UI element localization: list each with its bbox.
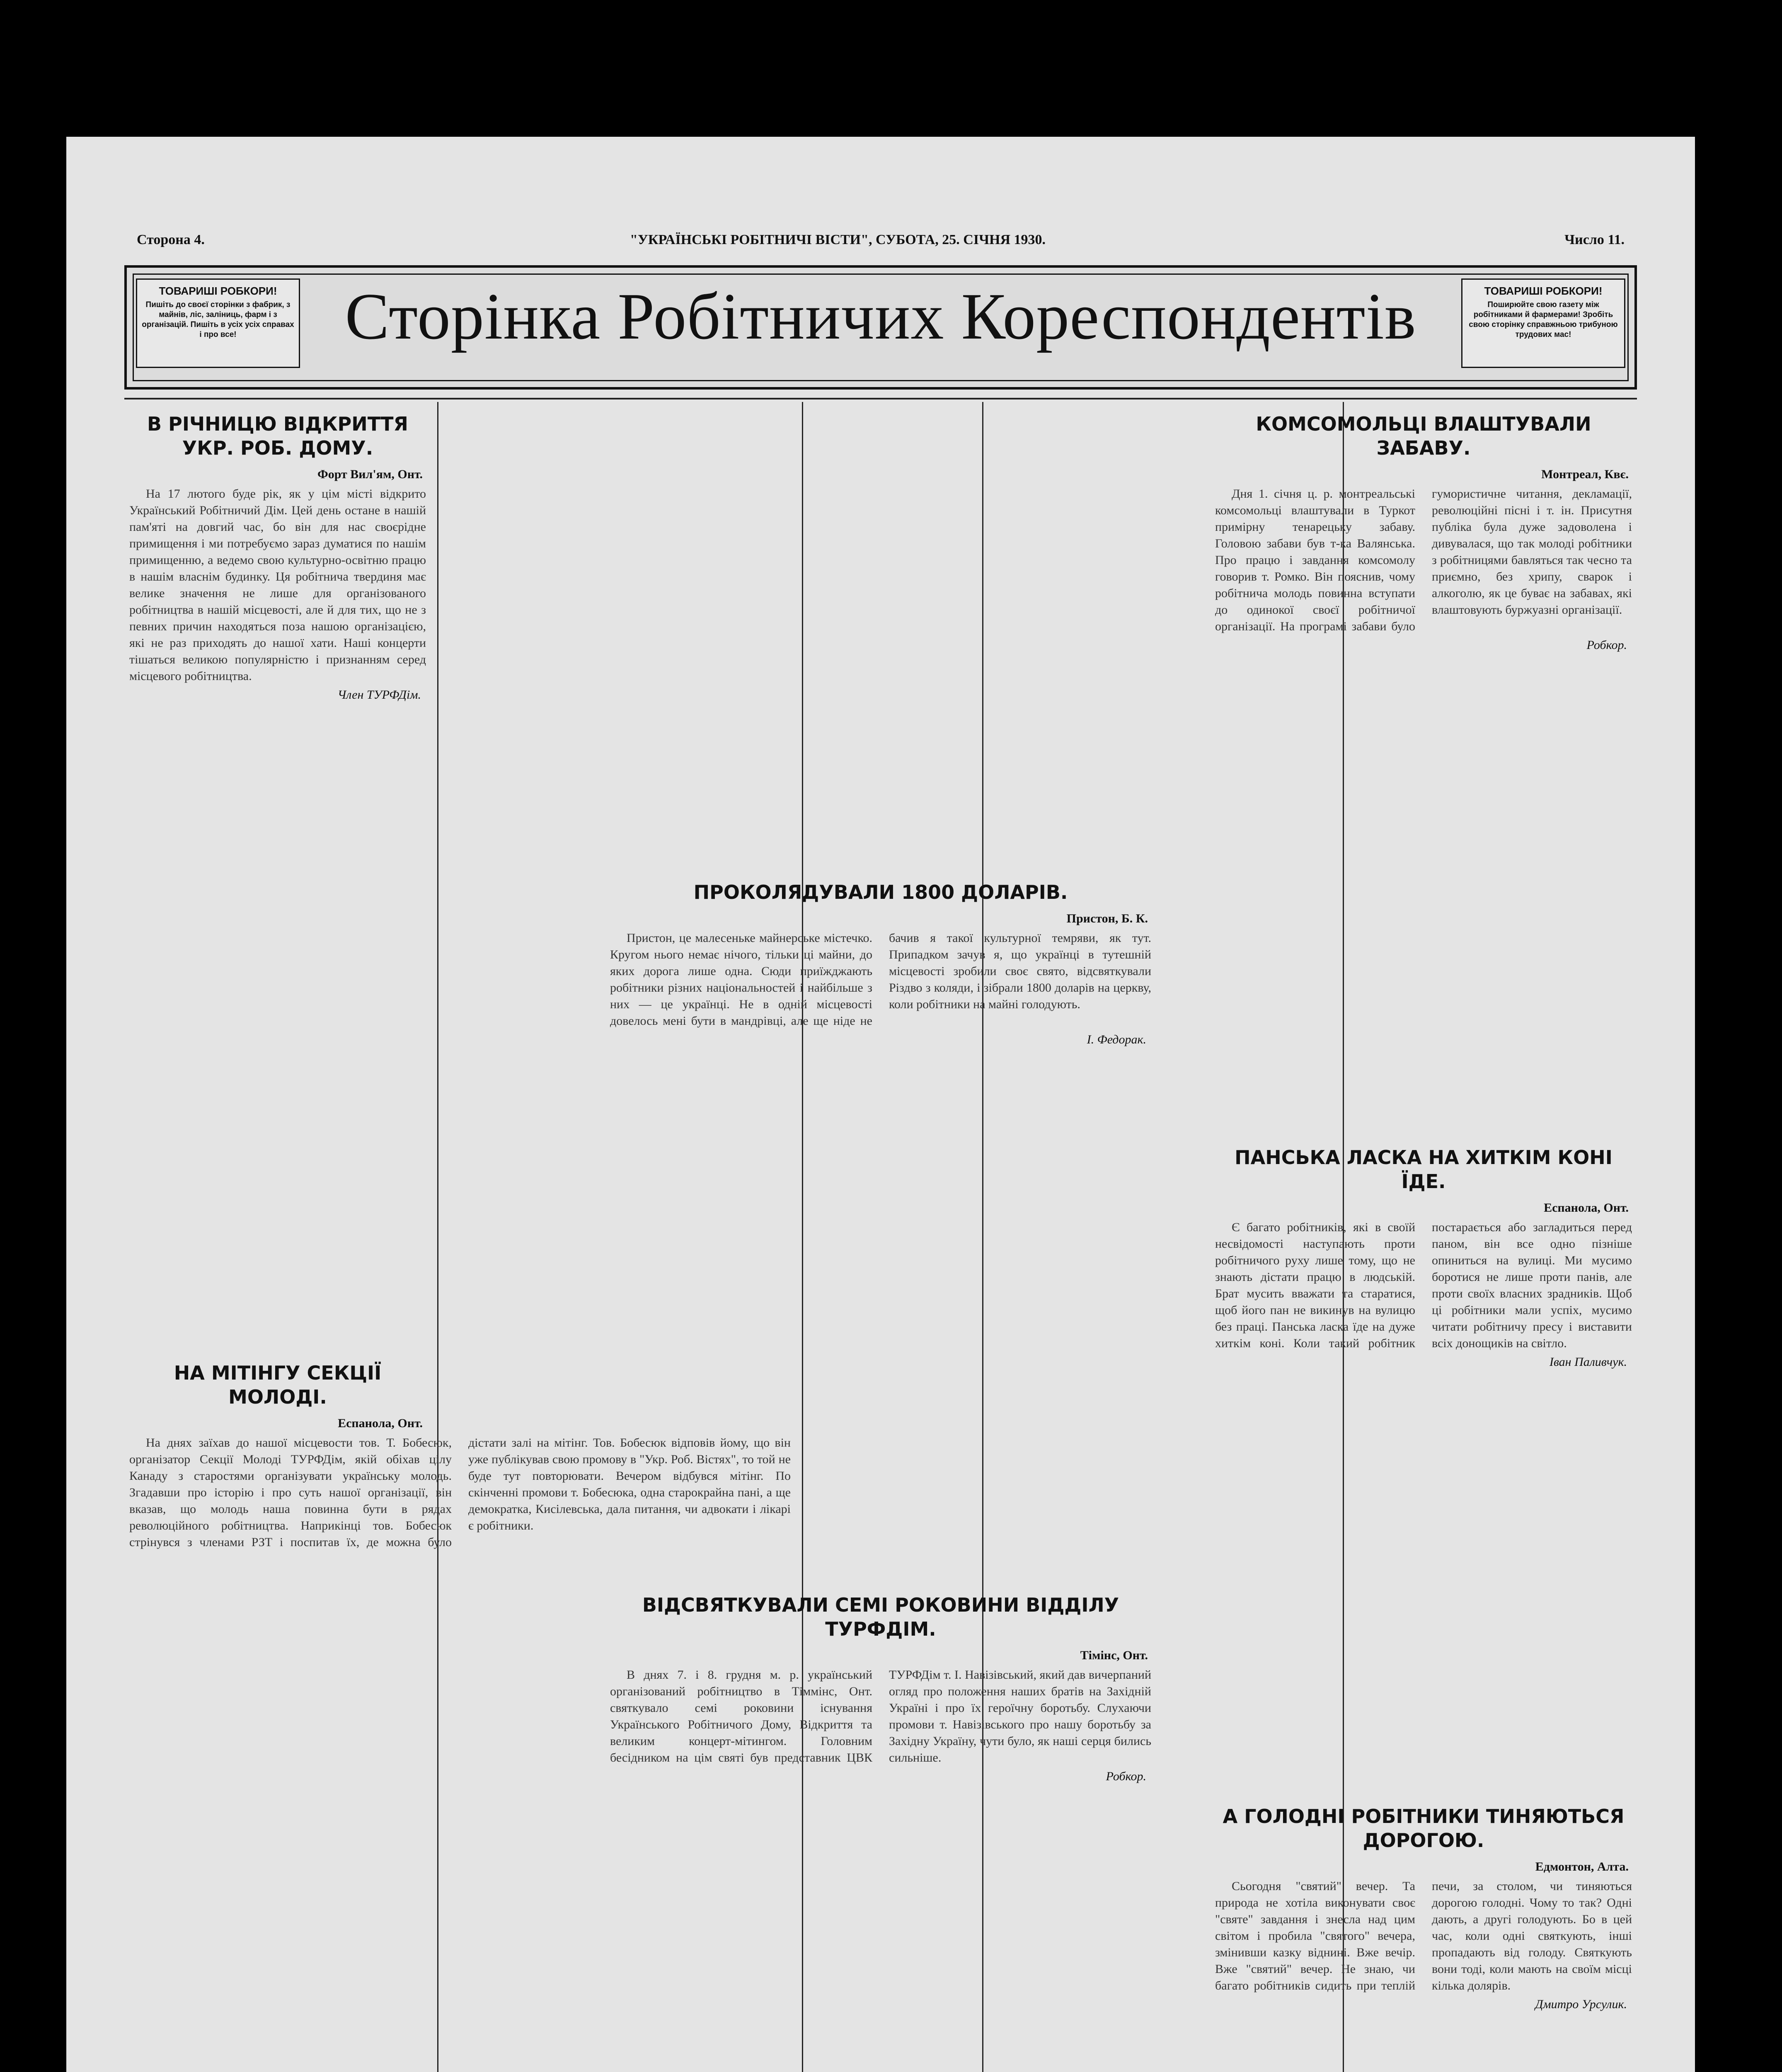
article-body: Дня 1. січня ц. р. монтреальські комсомольці влаштували в Туркот примірну тенарецьку забаву. Головою забави був т-ка Валянська. Про працю і завдання комсомолу говорив т. Ромко. Він пояснив, чому робітнича молодь повинна вступати до одинокої своєї робітничої організації. На програмі забави було гумористичне читання, декламації, революційні пісні і т. ін. Присутня публіка була дуже задоволена і дивувалася, що так молоді робітники з робітницями бавляться так чесно та приємно, без хрипу, сварок і алкоголю, як це буває на забавах, які влаштовують буржуазні організації. bbox=[1215, 487, 1632, 633]
horizontal-rule bbox=[124, 398, 1637, 399]
section-banner bbox=[124, 265, 1637, 390]
article-body: Пристон, це малесеньке майнерське містечко. Кругом нього немає нічого, тільки ці майни, до яких дорога лише одна. Сюди приїжджають робітники різних національностей і найбільше з них — це українці. Не в одній місцевості довелось мені бути в мандрівці, але ще ніде не бачив я такої культурної темряви, як тут. Припадком зачув я, що українці в тутешній місцевості зробили своє свято, відсвяткували Різдво з коляди, і зібрали 1800 доларів на церкву, коли робітники на майні голодують. bbox=[610, 931, 1151, 1028]
article-dateline: Пристон, Б. К. bbox=[1066, 912, 1148, 925]
article-byline: І. Федорак. bbox=[1087, 1033, 1146, 1046]
masthead-line: "УКРАЇНСЬКІ РОБІТНИЧІ ВІСТИ", СУБОТА, 25. СІЧНЯ 1930. bbox=[630, 232, 1046, 247]
article-body: На днях заїхав до нашої місцевости тов. Т. Бобесюк, організатор Секції Молоді ТУРФДім, якій обіхав цілу Канаду з старостями організувати українську молодь. Згадавши про історію і про суть нашої організації, він вказав, що молодь наша повинна бути в рядах революційного робітництва. Наприкінці тов. Бобесюк стрінувся з членами РЗТ і поспитав їх, де можна було дістати залі на мітінг. Тов. Бобесюк відповів йому, що він уже публікував свою промову в "Укр. Роб. Вістях", то той не буде тут повторювати. Вечером відбувся мітінг. По скінченні промови т. Бобесюка, одна старокрайна пані, а ще демократка, Кисілевська, дала питання, чи адвокати і лікарі є робітники. bbox=[129, 1436, 791, 1549]
section-title: Сторінка Робітничих Кореспондентів bbox=[345, 279, 1416, 353]
article-body: Сьогодня "святий" вечер. Та природа не хотіла виконувати своє "святе" завдання і знесла над цим світом і пробила "святого" вечера, змінивши казку віднині. Вже вечір. Вже "святий" вечер. Не знаю, чи багато робітників сидить при теплій печи, за столом, чи тиняються дорогою голодні. Чому то так? Одні дають, а другі голодують. Бо в цей час, коли одні святкують, інші пропадають від голоду. Святкують вони тоді, коли мають на своїм місці кілька долярів. bbox=[1215, 1879, 1632, 1992]
right-callout-title: ТОВАРИШІ РОБКОРИ! bbox=[1484, 285, 1603, 297]
article-dateline: Тімінс, Онт. bbox=[1080, 1648, 1148, 1662]
article-headline: ПРОКОЛЯДУВАЛИ 1800 ДОЛАРІВ. bbox=[693, 881, 1068, 903]
article-dateline: Монтреал, Квє. bbox=[1541, 467, 1629, 481]
article-dateline: Еспанола, Онт. bbox=[338, 1416, 423, 1430]
right-callout-box bbox=[1461, 278, 1625, 368]
article-headline: КОМСОМОЛЬЦІ ВЛАШТУВАЛИ ЗАБАВУ. bbox=[1256, 413, 1591, 459]
article-headline: В РІЧНИЦЮ ВІДКРИТТЯ УКР. РОБ. ДОМУ. bbox=[147, 413, 408, 459]
article-komsomol bbox=[1210, 406, 1637, 1131]
article-dateline: Едмонтон, Алта. bbox=[1535, 1860, 1629, 1874]
article-body: Є багато робітників, які в своїй несвідомості наступають проти робітничого руху лише тому, що не знають дістати працю в людській. Брат мусить вважати та старатися, щоб його пан не викинув на вулицю без праці. Панська ласка їде на дуже хиткім коні. Коли такий робітник постарається або загладиться перед паном, він все одно пізніше опиниться на вулиці. Ми мусимо боротися не лише проти панів, але проти своїх власних зрадників. Щоб ці робітники мали успіх, мусимо читати робітничу пресу і виставити всіх донощиків на світло. bbox=[1215, 1220, 1632, 1350]
article-dateline: Еспанола, Онт. bbox=[1544, 1201, 1629, 1215]
left-callout-box bbox=[136, 278, 300, 368]
left-callout-text: Пишіть до своєї сторінки з фабрик, з майнів, ліс, заліниць, фарм і з організацій. Пишіть в усіх усіх справах і про все! bbox=[142, 300, 294, 339]
article-headline: ПАНСЬКА ЛАСКА НА ХИТКІМ КОНІ ЇДЕ. bbox=[1235, 1146, 1613, 1193]
article-headline: А ГОЛОДНІ РОБІТНИКИ ТИНЯЮТЬСЯ ДОРОГОЮ. bbox=[1223, 1805, 1625, 1852]
article-anniversary-timmins bbox=[605, 1587, 1156, 2072]
article-headline: НА МІТІНГУ СЕКЦІЇ МОЛОДІ. bbox=[174, 1362, 382, 1408]
article-byline: Іван Паливчук. bbox=[1549, 1355, 1627, 1369]
page-number: Сторона 4. bbox=[137, 232, 205, 247]
article-byline: Дмитро Урсулик. bbox=[1535, 1997, 1627, 2011]
article-body: В днях 7. і 8. грудня м. р. український організований робітництво в Тіммінс, Онт. святкувало семі роковини існування Українського Робітничого Дому, Відкриття та великим концерт-мітингом. Головним бесідником на цім святі був представник ЦВК ТУРФДім т. І. Навізівський, який дав вичерпаний огляд про положення наших братів на Західній Україні і про їх героїчну боротьбу. Слухаючи промови т. Навізівського про нашу боротьбу за Західну Україну, чути було, як наші серця бились сильніше. bbox=[610, 1668, 1151, 1765]
article-byline: Член ТУРФДім. bbox=[337, 688, 421, 702]
right-callout-text: Поширюйте свою газету між робітниками й фармерами! Зробіть свою сторінку справжньою трибуною трудових мас! bbox=[1469, 300, 1618, 339]
article-hungry-workers bbox=[1210, 1798, 1637, 2072]
article-anniversary bbox=[124, 406, 431, 1347]
article-lordly-favor bbox=[1210, 1140, 1637, 1794]
article-body: На 17 лютого буде рік, як у цім місті відкрито Український Робітничий Дім. Цей день остане в нашій пам'яті на довгий час, бо він для нас своєрідне примищення і ми потребуємо зараз думатися по нашім примищенню, а ведемо свою культурно-освітню працю в нашім власнім будинку. Ця робітнича твердиня має велике значення не лише для організованого робітництва в нашій місцевості, але й для тих, що не з певних причин находяться поза нашою організацією, які не раз приходять до нашої хати. Наші концерти тішаться великою популярністю і признанням серед місцевого робітництва. bbox=[129, 487, 426, 683]
article-carols bbox=[605, 874, 1156, 1575]
article-dateline: Форт Вил'ям, Онт. bbox=[317, 467, 423, 481]
issue-number: Число 11. bbox=[1564, 232, 1625, 247]
article-headline: ВІДСВЯТКУВАЛИ СЕМІ РОКОВИНИ ВІДДІЛУ ТУРФДІМ. bbox=[642, 1594, 1119, 1640]
article-byline: Робкор. bbox=[1106, 1769, 1146, 1783]
newspaper-page bbox=[66, 137, 1695, 2072]
left-callout-title: ТОВАРИШІ РОБКОРИ! bbox=[159, 285, 277, 297]
article-byline: Робкор. bbox=[1586, 638, 1627, 652]
